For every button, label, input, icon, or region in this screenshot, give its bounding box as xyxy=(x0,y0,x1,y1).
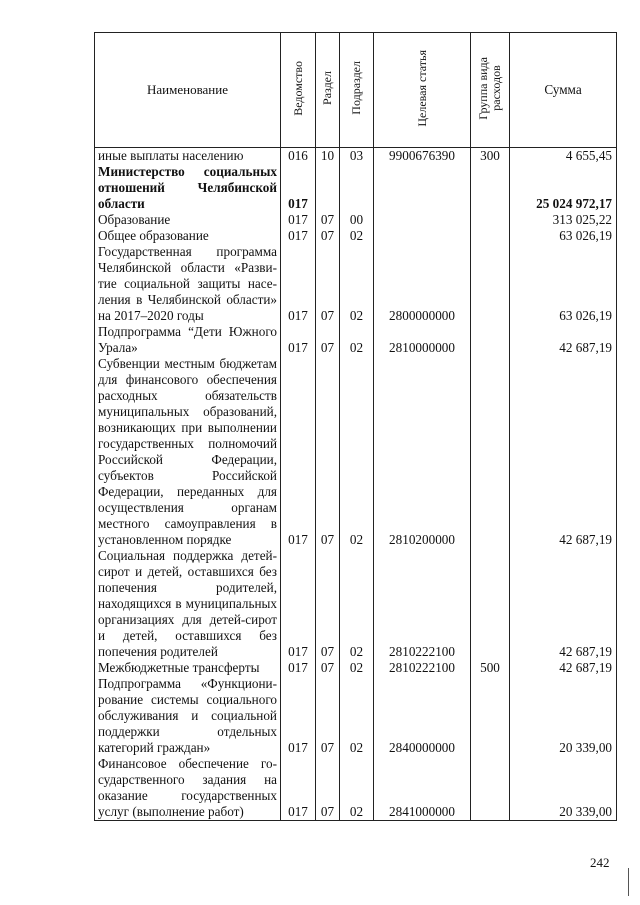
row-podrazdel: 00 xyxy=(340,212,374,228)
row-name: Государственная программа Челябинской области «Развитие социальной защиты населения в Челябинской области» на 2017–2020 годы xyxy=(95,244,281,324)
header-name: Наименование xyxy=(95,33,281,148)
row-razdel: 07 xyxy=(316,756,340,821)
row-vedomstvo: 017 xyxy=(281,244,316,324)
row-summa: 20 339,00 xyxy=(510,676,617,756)
row-name: Общее образование xyxy=(95,228,281,244)
row-name: Социальная поддержка детей-сирот и детей, оставшихся без попечения родителей, находящихся в муниципальных организациях для детей-сирот и детей, оставшихся без попечения родителей xyxy=(95,548,281,660)
row-razdel: 07 xyxy=(316,212,340,228)
row-vedomstvo: 016 xyxy=(281,148,316,165)
row-summa: 42 687,19 xyxy=(510,548,617,660)
header-podrazdel: Подраздел xyxy=(340,33,374,148)
row-gruppa xyxy=(471,756,510,821)
row-gruppa xyxy=(471,356,510,548)
row-summa: 313 025,22 xyxy=(510,212,617,228)
page-number: 242 xyxy=(590,855,610,870)
row-podrazdel: 03 xyxy=(340,148,374,165)
table-row xyxy=(95,228,617,244)
row-gruppa xyxy=(471,676,510,756)
table-row xyxy=(95,164,617,212)
row-vedomstvo: 017 xyxy=(281,676,316,756)
row-gruppa xyxy=(471,324,510,356)
table-row xyxy=(95,244,617,324)
row-podrazdel xyxy=(340,164,374,212)
row-razdel: 07 xyxy=(316,676,340,756)
table-row xyxy=(95,756,617,821)
table-row xyxy=(95,356,617,548)
row-summa: 42 687,19 xyxy=(510,356,617,548)
row-name: Межбюджетные трансферты xyxy=(95,660,281,676)
row-podrazdel: 02 xyxy=(340,324,374,356)
row-vedomstvo: 017 xyxy=(281,212,316,228)
row-name: Финансовое обеспечение государственного задания на оказание государственных услуг (выполнение работ) xyxy=(95,756,281,821)
row-summa: 63 026,19 xyxy=(510,244,617,324)
row-vedomstvo: 017 xyxy=(281,756,316,821)
row-razdel: 10 xyxy=(316,148,340,165)
table-row xyxy=(95,548,617,660)
row-podrazdel: 02 xyxy=(340,676,374,756)
table-row xyxy=(95,148,617,165)
row-podrazdel: 02 xyxy=(340,660,374,676)
row-name: Министерство социальных отношений Челябинской области xyxy=(95,164,281,212)
row-vedomstvo: 017 xyxy=(281,548,316,660)
row-celevaya-statya: 2810222100 xyxy=(374,660,471,676)
row-summa: 42 687,19 xyxy=(510,660,617,676)
table-header-row xyxy=(95,33,617,148)
row-vedomstvo: 017 xyxy=(281,164,316,212)
row-celevaya-statya: 2810222100 xyxy=(374,548,471,660)
table-row xyxy=(95,676,617,756)
row-gruppa xyxy=(471,244,510,324)
row-gruppa xyxy=(471,212,510,228)
row-celevaya-statya xyxy=(374,164,471,212)
row-razdel: 07 xyxy=(316,244,340,324)
row-celevaya-statya xyxy=(374,212,471,228)
header-razdel: Раздел xyxy=(316,33,340,148)
row-podrazdel: 02 xyxy=(340,228,374,244)
budget-table xyxy=(94,32,617,821)
row-podrazdel: 02 xyxy=(340,356,374,548)
row-summa: 25 024 972,17 xyxy=(510,164,617,212)
table-row xyxy=(95,212,617,228)
table-row xyxy=(95,324,617,356)
row-vedomstvo: 017 xyxy=(281,356,316,548)
header-vedomstvo: Ведомство xyxy=(281,33,316,148)
row-summa: 42 687,19 xyxy=(510,324,617,356)
row-summa: 4 655,45 xyxy=(510,148,617,165)
row-celevaya-statya: 2810000000 xyxy=(374,324,471,356)
row-podrazdel: 02 xyxy=(340,244,374,324)
row-gruppa: 500 xyxy=(471,660,510,676)
row-razdel: 07 xyxy=(316,548,340,660)
row-razdel: 07 xyxy=(316,356,340,548)
row-name: Образование xyxy=(95,212,281,228)
row-podrazdel: 02 xyxy=(340,756,374,821)
row-name: Подпрограмма “Дети Южного Урала» xyxy=(95,324,281,356)
scan-edge-mark xyxy=(628,868,629,896)
row-vedomstvo: 017 xyxy=(281,324,316,356)
row-razdel xyxy=(316,164,340,212)
row-name: Подпрограмма «Функционирование системы социального обслуживания и социальной поддержки отдельных категорий граждан» xyxy=(95,676,281,756)
header-celevaya-statya: Целевая статья xyxy=(374,33,471,148)
row-gruppa xyxy=(471,548,510,660)
row-gruppa xyxy=(471,228,510,244)
row-razdel: 07 xyxy=(316,228,340,244)
row-gruppa xyxy=(471,164,510,212)
row-celevaya-statya: 2800000000 xyxy=(374,244,471,324)
row-celevaya-statya: 2810200000 xyxy=(374,356,471,548)
row-celevaya-statya xyxy=(374,228,471,244)
row-razdel: 07 xyxy=(316,324,340,356)
table-row xyxy=(95,660,617,676)
row-vedomstvo: 017 xyxy=(281,228,316,244)
row-podrazdel: 02 xyxy=(340,548,374,660)
row-summa: 20 339,00 xyxy=(510,756,617,821)
header-gruppa-vida-raskhodov: Группа вида расходов xyxy=(471,33,510,148)
row-celevaya-statya: 2841000000 xyxy=(374,756,471,821)
row-razdel: 07 xyxy=(316,660,340,676)
row-summa: 63 026,19 xyxy=(510,228,617,244)
header-summa: Сумма xyxy=(510,33,617,148)
row-name: иные выплаты населению xyxy=(95,148,281,165)
row-gruppa: 300 xyxy=(471,148,510,165)
row-name: Субвенции местным бюджетам для финансового обеспечения расходных обязательств муниципальных образований, возникающих при выполнении государственных полномочий Российской Федерации, субъектов Российской Федерации, переданных для осуществления органам местного самоуправления в установленном порядке xyxy=(95,356,281,548)
row-vedomstvo: 017 xyxy=(281,660,316,676)
row-celevaya-statya: 9900676390 xyxy=(374,148,471,165)
row-celevaya-statya: 2840000000 xyxy=(374,676,471,756)
